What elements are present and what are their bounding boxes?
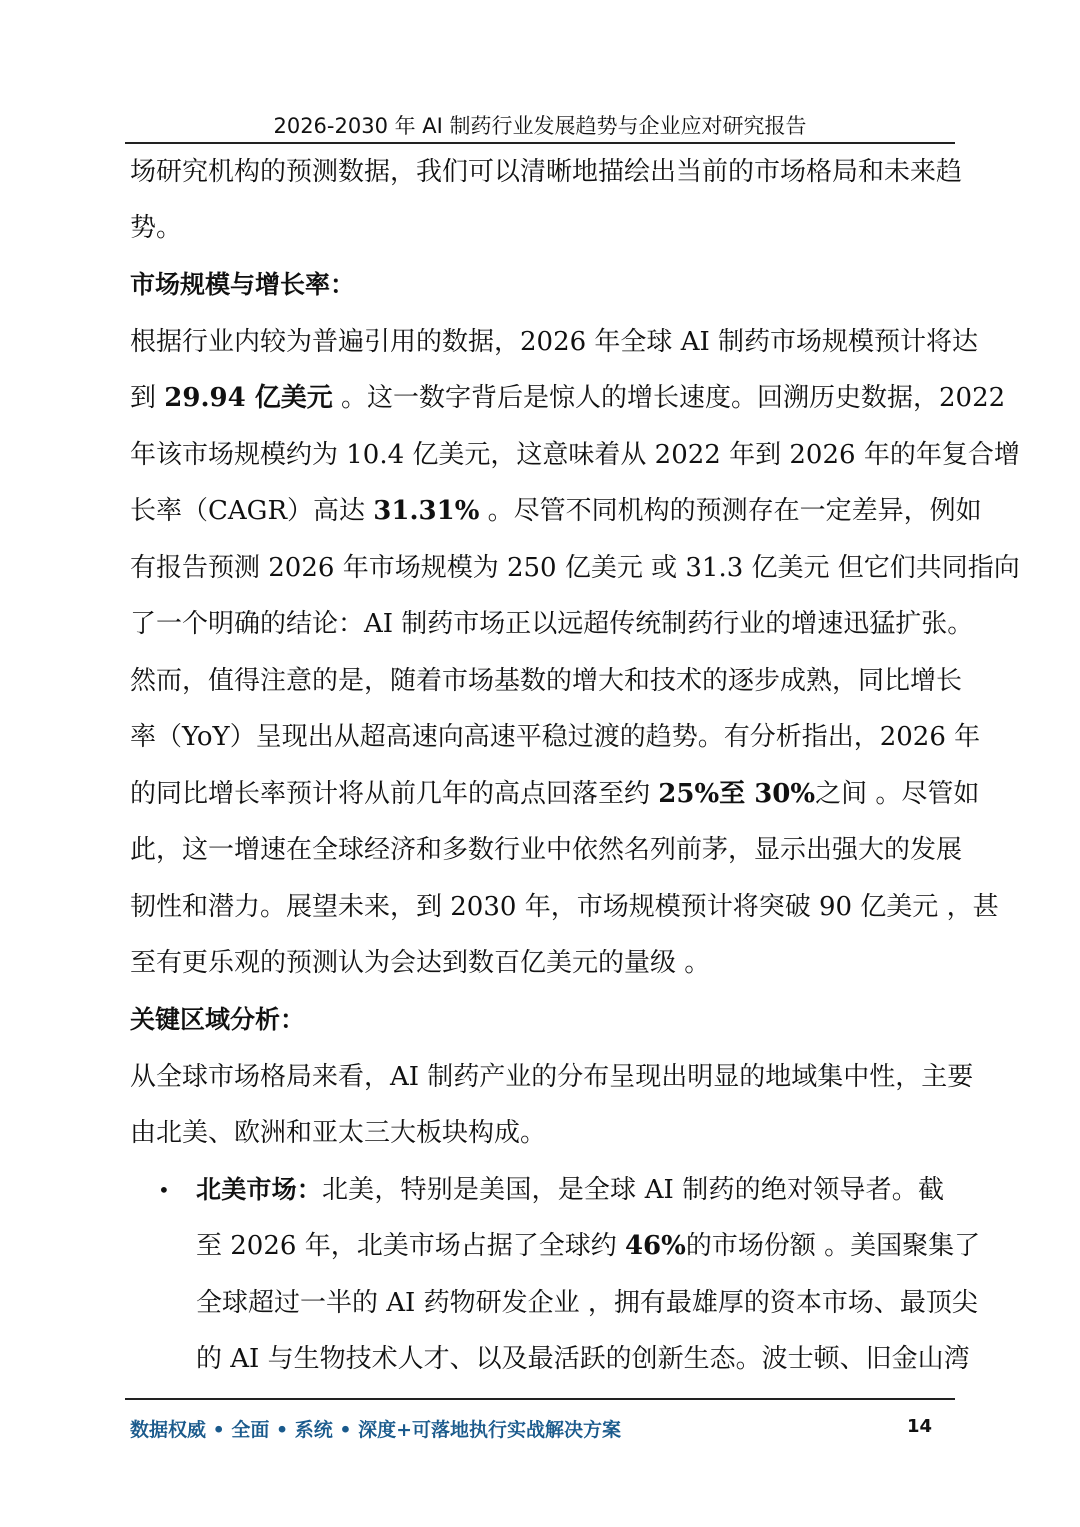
- footer-divider: [125, 1398, 955, 1400]
- bullet-line: 北美市场：北美，特别是美国，是全球 AI 制药的绝对领导者。截: [196, 1175, 944, 1205]
- paragraph-line: 此，这一增速在全球经济和多数行业中依然名列前茅，显示出强大的发展: [130, 835, 963, 865]
- paragraph-line: 的同比增长率预计将从前几年的高点回落至约 25%至 30%之间 。尽管如: [130, 779, 980, 809]
- paragraph-line: 到 29.94 亿美元 。这一数字背后是惊人的增长速度。回溯历史数据，2022: [130, 383, 1006, 413]
- bullet-line: 的 AI 与生物技术人才、以及最活跃的创新生态。波士顿、旧金山湾: [196, 1344, 970, 1374]
- highlight-cagr: 31.31%: [373, 496, 480, 526]
- intro-line-1: 场研究机构的预测数据，我们可以清晰地描绘出当前的市场格局和未来趋: [130, 157, 963, 187]
- paragraph-line: 有报告预测 2026 年市场规模为 250 亿美元 或 31.3 亿美元 但它们共同指向: [130, 553, 1020, 583]
- section-heading-regions: 关键区域分析：: [130, 1005, 306, 1034]
- paragraph-line: 然而，值得注意的是，随着市场基数的增大和技术的逐步成熟，同比增长: [130, 666, 963, 696]
- bullet-label-north-america: 北美市场：: [196, 1175, 322, 1204]
- page-number: 14: [906, 1416, 932, 1437]
- paragraph-line: 了一个明确的结论：AI 制药市场正以远超传统制药行业的增速迅猛扩张。: [130, 609, 974, 639]
- section-heading-market-size: 市场规模与增长率：: [130, 270, 356, 299]
- bullet-line: 全球超过一半的 AI 药物研发企业 ，拥有最雄厚的资本市场、最顶尖: [196, 1288, 978, 1318]
- highlight-share: 46%: [624, 1231, 686, 1261]
- paragraph-line: 长率（CAGR）高达 31.31% 。尽管不同机构的预测存在一定差异，例如: [130, 496, 982, 526]
- paragraph-line: 根据行业内较为普遍引用的数据，2026 年全球 AI 制药市场规模预计将达: [130, 327, 979, 357]
- bullet-marker: •: [158, 1178, 170, 1202]
- header-divider: [125, 142, 955, 144]
- paragraph-line: 从全球市场格局来看，AI 制药产业的分布呈现出明显的地域集中性，主要: [130, 1062, 974, 1092]
- bullet-line: 至 2026 年，北美市场占据了全球约 46%的市场份额 。美国聚集了: [196, 1231, 981, 1261]
- report-header-title: 2026-2030 年 AI 制药行业发展趋势与企业应对研究报告: [273, 114, 807, 138]
- paragraph-line: 年该市场规模约为 10.4 亿美元，这意味着从 2022 年到 2026 年的年复合增: [130, 440, 1020, 470]
- paragraph-line: 率（YoY）呈现出从超高速向高速平稳过渡的趋势。有分析指出，2026 年: [130, 722, 981, 752]
- intro-line-2: 势。: [130, 213, 183, 243]
- highlight-market-size: 29.94 亿美元: [164, 383, 333, 413]
- paragraph-line: 由北美、欧洲和亚太三大板块构成。: [130, 1118, 547, 1148]
- highlight-yoy: 25%至 30%: [658, 779, 816, 809]
- paragraph-line: 韧性和潜力。展望未来，到 2030 年，市场规模预计将突破 90 亿美元 ，甚: [130, 892, 999, 922]
- paragraph-line: 至有更乐观的预测认为会达到数百亿美元的量级 。: [130, 948, 711, 978]
- footer-slogan: 数据权威 • 全面 • 系统 • 深度+可落地执行实战解决方案: [130, 1419, 622, 1441]
